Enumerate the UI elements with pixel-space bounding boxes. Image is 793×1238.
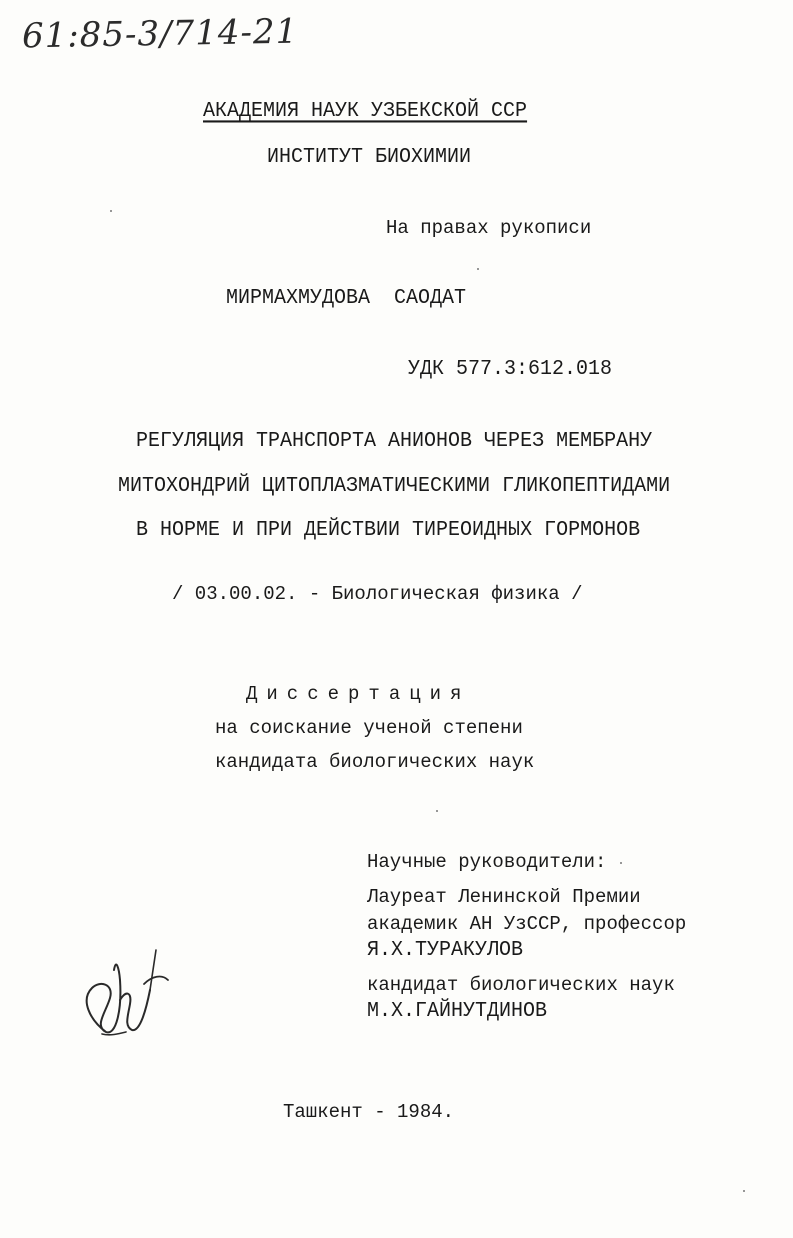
- udc-code: УДК 577.3:612.018: [408, 357, 613, 382]
- supervisor-name: Я.Х.ТУРАКУЛОВ: [367, 938, 524, 963]
- title-line: В НОРМЕ И ПРИ ДЕЙСТВИИ ТИРЕОИДНЫХ ГОРМОНОВ: [136, 518, 641, 543]
- specialty-code: / 03.00.02. - Биологическая физика /: [172, 583, 583, 605]
- degree-line: кандидата биологических наук: [215, 751, 535, 773]
- institute-heading: ИНСТИТУТ БИОХИМИИ: [267, 145, 472, 170]
- organization-heading: АКАДЕМИЯ НАУК УЗБЕКСКОЙ ССР: [203, 99, 528, 124]
- supervisor-line: Лауреат Ленинской Премии: [367, 886, 641, 908]
- supervisor-line: кандидат биологических наук: [367, 974, 675, 996]
- scan-speck: [477, 268, 479, 270]
- author-name: МИРМАХМУДОВА САОДАТ: [226, 286, 467, 311]
- archive-code-handwritten: 61:85-3/714-21: [21, 11, 299, 57]
- title-line: РЕГУЛЯЦИЯ ТРАНСПОРТА АНИОНОВ ЧЕРЕЗ МЕМБРАНУ: [136, 429, 653, 454]
- place-year: Ташкент - 1984.: [283, 1101, 455, 1123]
- signature-mark: [70, 940, 180, 1050]
- scan-speck: [743, 1190, 745, 1192]
- scan-speck: [436, 810, 438, 812]
- supervisor-name: М.Х.ГАЙНУТДИНОВ: [367, 999, 548, 1024]
- title-line: МИТОХОНДРИЙ ЦИТОПЛАЗМАТИЧЕСКИМИ ГЛИКОПЕПТИДАМИ: [118, 474, 671, 499]
- degree-line: на соискание ученой степени: [215, 717, 523, 739]
- supervisor-line: академик АН УзССР, профессор: [367, 913, 687, 935]
- work-type: Диссертация: [246, 683, 471, 705]
- supervisors-heading: Научные руководители:: [367, 851, 607, 873]
- scan-speck: [110, 210, 112, 212]
- rights-note: На правах рукописи: [386, 217, 592, 239]
- scan-speck: [620, 862, 622, 864]
